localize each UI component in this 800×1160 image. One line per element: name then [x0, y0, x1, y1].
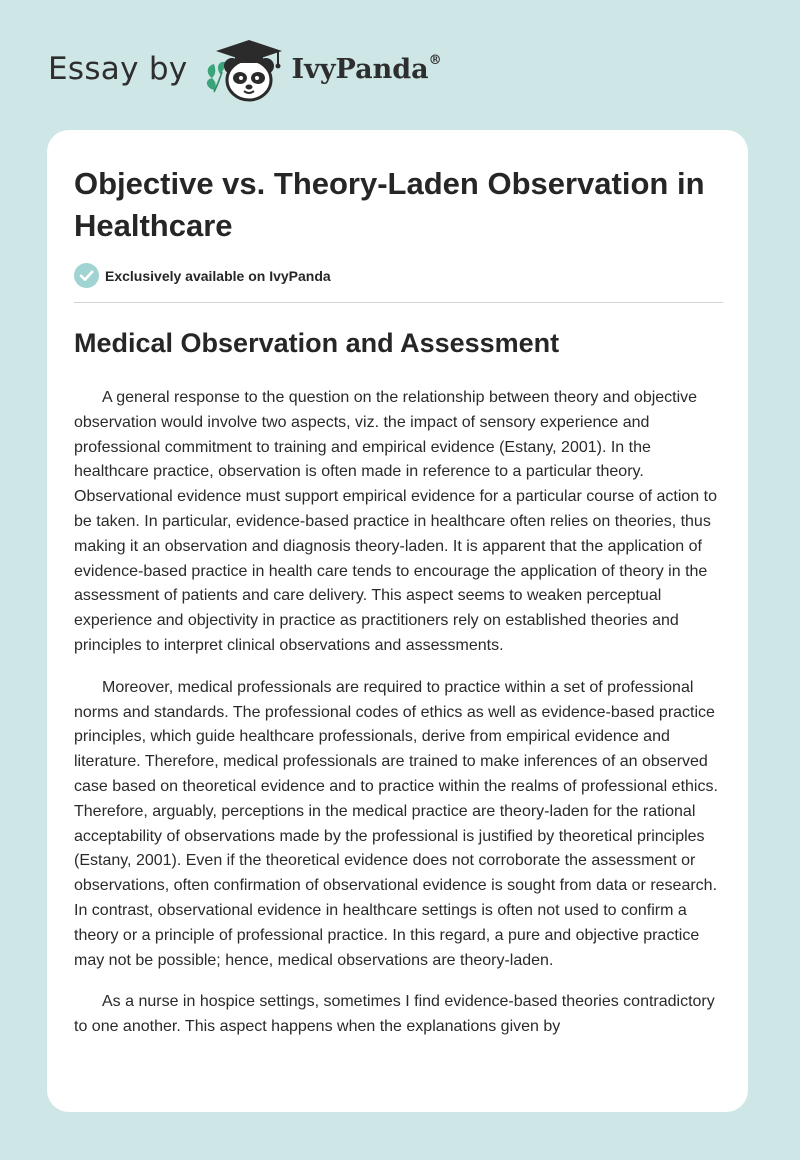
essay-title: Objective vs. Theory-Laden Observation in Healthcare	[74, 166, 705, 243]
paragraph-2: Moreover, medical professionals are required to practice within a set of professional norms and standards. The professional codes of ethics as well as evidence-based practice principles, which guide healthcare professionals, derive from empirical evidence and literature. Therefore, medical professionals are trained to make inferences of an observed case based on theoretical evidence and to practice within the realms of professional ethics. Therefore, arguably, perceptions in the medical practice are theory-laden for the rational acceptability of observations made by the professional is justified by theoretical principles (Estany, 2001). Even if the theoretical evidence does not corroborate the assessment or observations, often confirmation of observational evidence is sought from data or research. In contrast, observational evidence in healthcare settings is often not used to confirm a theory or a principle of professional practice. In this regard, a pure and objective practice may not be possible; hence, medical observations are theory-laden.	[74, 678, 718, 969]
divider	[74, 302, 723, 303]
section-heading: Medical Observation and Assessment	[74, 328, 560, 358]
essay-body	[74, 386, 726, 1078]
exclusive-badge	[74, 263, 331, 288]
paragraph-1: A general response to the question on the relationship between theory and objective observation would involve two aspects, viz. the impact of sensory experience and professional commitment to training and empirical evidence (Estany, 2001). In the healthcare practice, observation is often made in reference to a particular theory. Observational evidence must support empirical evidence for a particular course of action to be taken. In particular, evidence-based practice in healthcare often relies on theories, thus making it an observation and diagnosis theory-laden. It is apparent that the application of evidence-based practice in health care tends to encourage the application of theory in the assessment of patients and care delivery. This aspect seems to weaken perceptual experience and objectivity in practice as practitioners rely on established theories and principles to interpret clinical observations and assessments.	[74, 389, 717, 654]
brand-prefix: Essay by	[48, 50, 188, 87]
registered-mark: ®	[428, 52, 442, 68]
paragraph-3: As a nurse in hospice settings, sometimes I find evidence-based theories contradictory to one another. This aspect happens when the explanations given by	[74, 993, 715, 1036]
brand-name[interactable]: IvyPanda®	[291, 52, 442, 85]
exclusive-badge-text: Exclusively available on IvyPanda	[105, 267, 331, 284]
panda-graduate-icon[interactable]	[202, 34, 288, 104]
brand-header	[48, 34, 442, 104]
check-circle-icon	[74, 263, 99, 288]
essay-card	[47, 130, 748, 1112]
